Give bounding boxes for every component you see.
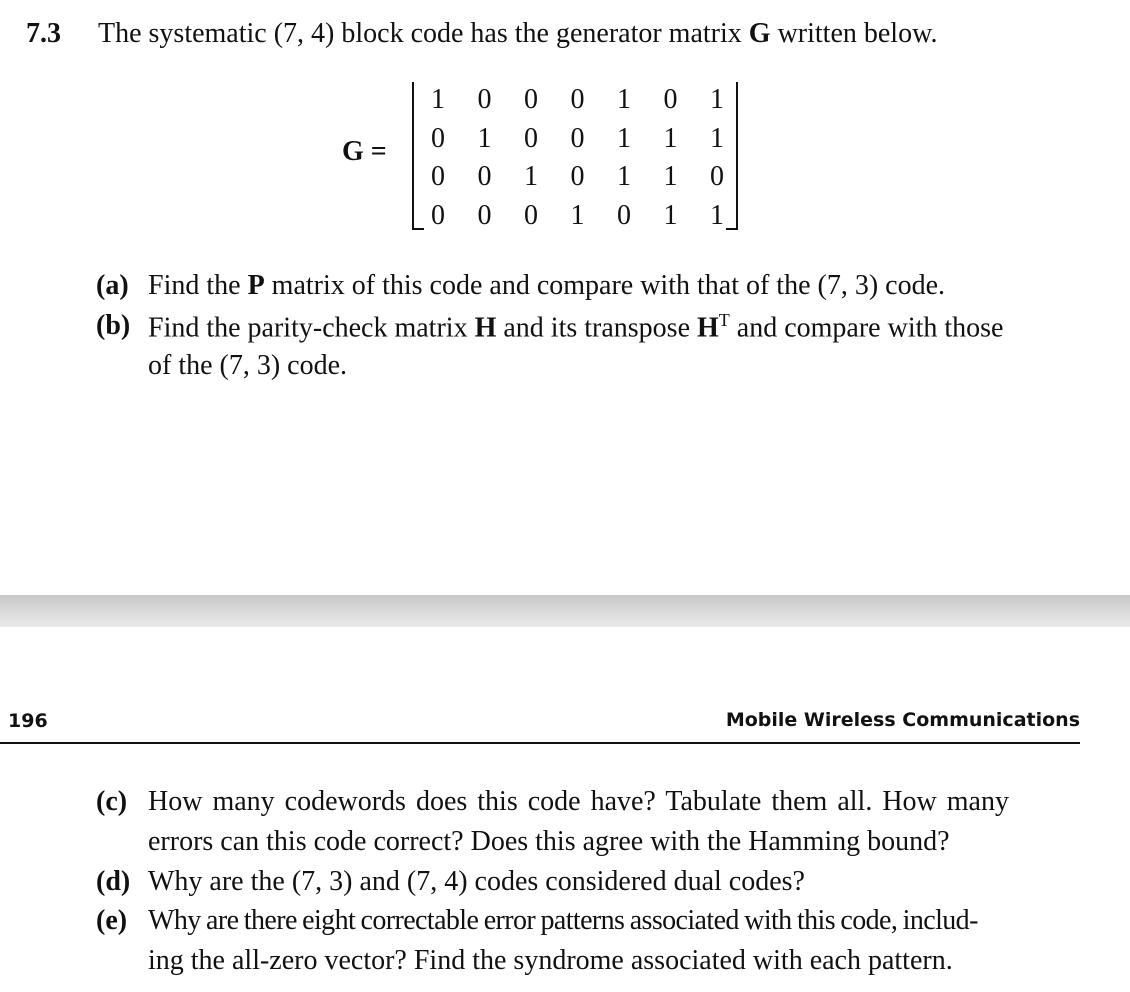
matrix-cell: 1: [663, 199, 678, 231]
part-d-line-1: Why are the (7, 3) and (7, 4) codes considered dual codes?: [148, 866, 805, 897]
matrix-cell: 0: [524, 199, 538, 231]
matrix-left-bracket: [412, 82, 424, 230]
matrix-cell: 0: [570, 84, 585, 115]
matrix-cell: 0: [431, 122, 445, 154]
matrix-cell: 0: [477, 161, 492, 192]
matrix-cell: 1: [710, 199, 724, 231]
matrix-cell: 1: [617, 122, 631, 154]
matrix-cell: 0: [524, 122, 538, 154]
problem-number: 7.3: [26, 18, 61, 49]
matrix-cell: 1: [477, 122, 492, 154]
part-b-label: (b): [96, 310, 131, 341]
part-b-text-line-1: Find the parity-check matrix H and its transpose $H^T$ and compare with those: [148, 310, 1004, 344]
matrix-cell: 0: [524, 84, 538, 115]
matrix-cell: 1: [431, 84, 445, 115]
header-rule: [0, 742, 1080, 744]
matrix-cell: 1: [617, 84, 631, 115]
part-d-label: (d): [96, 866, 131, 897]
matrix-row: [424, 123, 726, 159]
part-a-label: (a): [96, 270, 129, 301]
matrix-cell: 1: [663, 161, 678, 192]
matrix-cell: 1: [570, 199, 585, 231]
matrix-cell: 0: [477, 84, 492, 115]
matrix-cell: 1: [710, 84, 724, 115]
matrix-row: [424, 161, 726, 197]
matrix-cell: 0: [477, 199, 492, 231]
page-divider: [0, 595, 1130, 627]
running-head: Mobile Wireless Communications: [725, 709, 1080, 731]
part-a-text: Find the P matrix of this code and compare with that of the (7, 3) code.: [148, 270, 946, 301]
part-e-label: (e): [96, 905, 128, 936]
matrix-cell: 0: [431, 199, 445, 231]
statement-bold-g: G: [748, 18, 771, 49]
part-c-line-2: errors can this code correct? Does this agree with the Hamming bound?: [148, 826, 950, 857]
generator-matrix: [412, 82, 738, 230]
matrix-cell: 1: [710, 122, 724, 154]
part-c-line-1: How many codewords does this code have? Tabulate them all. How many: [148, 786, 1009, 817]
matrix-cell: 1: [663, 122, 678, 154]
part-b-text-line-2: of the (7, 3) code.: [148, 350, 348, 381]
matrix-row: [424, 200, 726, 236]
part-e-line-1: Why are there eight correctable error patterns associated with this code, includ-: [148, 905, 978, 936]
matrix-label: G =: [342, 136, 387, 167]
page-number: 196: [8, 710, 48, 732]
matrix-cell: 0: [431, 161, 445, 192]
matrix-cell: 0: [663, 84, 678, 115]
statement-text-after: written below.: [770, 18, 938, 49]
matrix-cell: 1: [524, 161, 538, 192]
matrix-cell: 0: [617, 199, 631, 231]
part-e-line-2: ing the all-zero vector? Find the syndrome associated with each pattern.: [148, 945, 953, 976]
statement-text-before: The systematic (7, 4) block code has the generator matrix: [98, 18, 749, 49]
problem-statement: [98, 18, 937, 50]
part-c-label: (c): [96, 786, 128, 817]
matrix-cell: 0: [710, 161, 724, 192]
matrix-cell: 1: [617, 161, 631, 192]
matrix-row: [424, 84, 726, 120]
matrix-cell: 0: [570, 122, 585, 154]
matrix-cell: 0: [570, 161, 585, 192]
